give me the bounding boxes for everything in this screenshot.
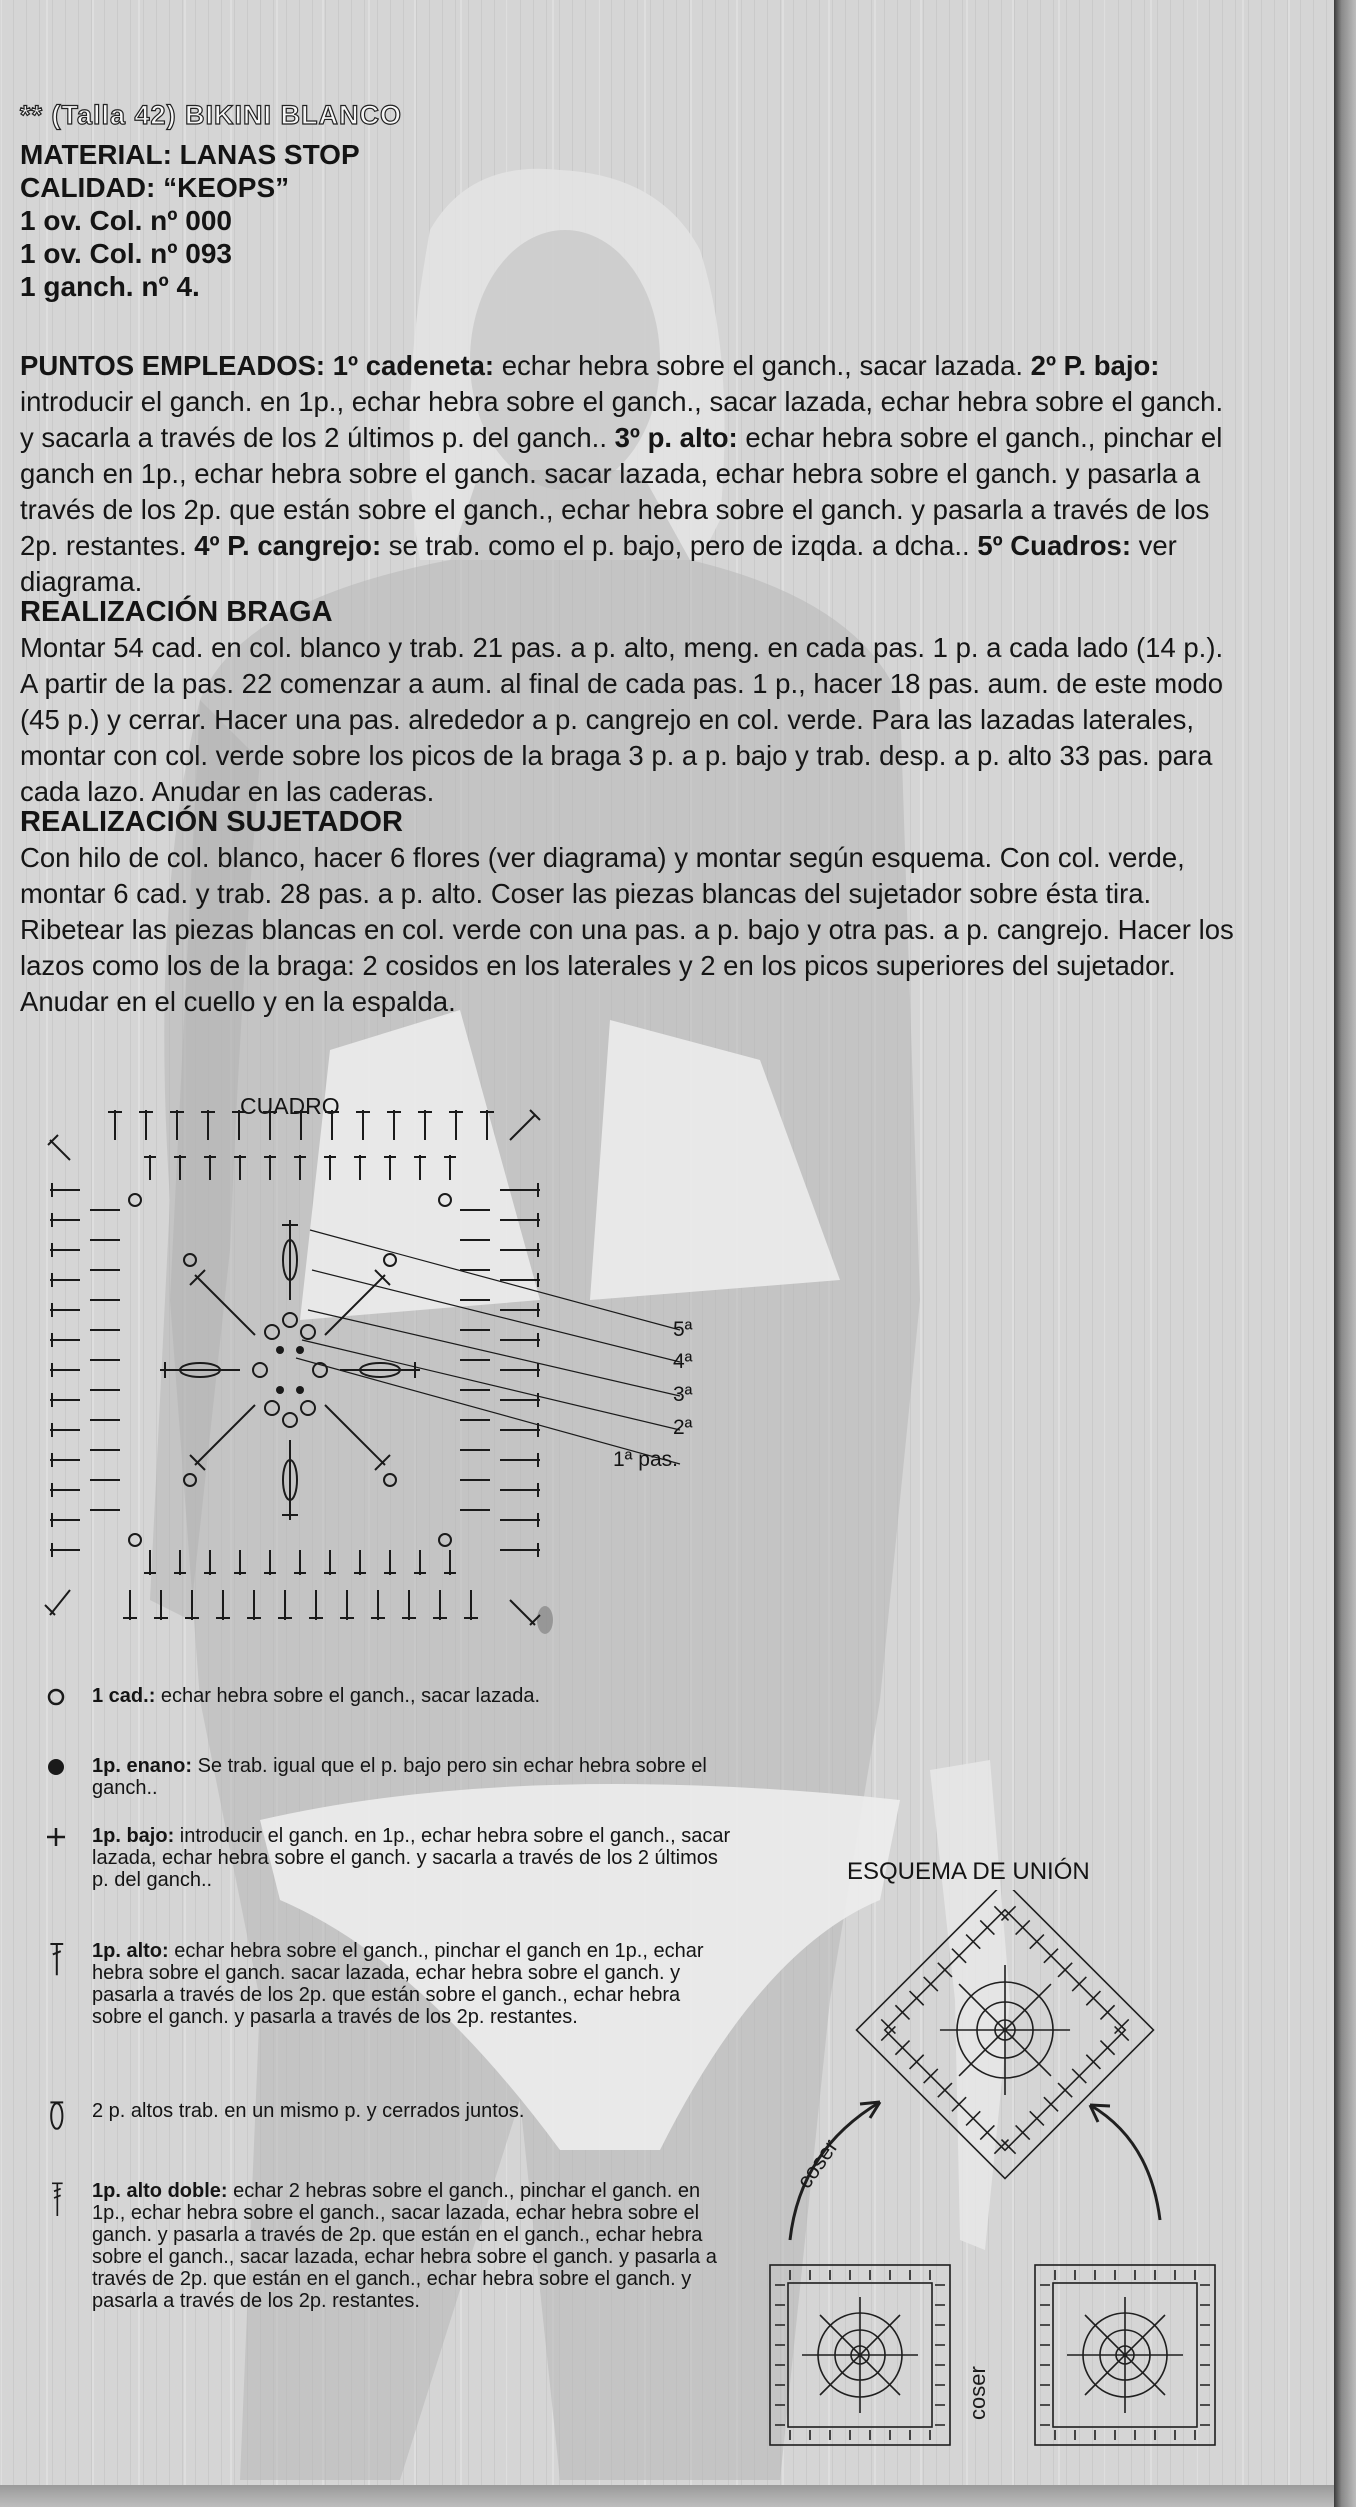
pattern-title: ** (Talla 42) BIKINI BLANCO bbox=[20, 100, 403, 130]
page-binding bbox=[1334, 0, 1356, 2507]
diagram-title: CUADRO bbox=[240, 1093, 340, 1119]
esquema-title: ESQUEMA DE UNIÓN bbox=[847, 1858, 1090, 1885]
coser-label-left: coser bbox=[791, 2134, 843, 2193]
material-line: 1 ganch. nº 4. bbox=[20, 271, 200, 302]
stitch-text: introducir el ganch. en 1p., echar hebra sobre el ganch., sacar lazada, echar hebra sobre el ganch. y sacarla a través de los 2 últimos p. del ganch.. bbox=[20, 386, 1224, 453]
round-label-1: 1ª pas. bbox=[613, 1448, 678, 1471]
stitch-text: ver diagrama. bbox=[20, 530, 1177, 597]
top-row bbox=[108, 1110, 494, 1140]
puntos-paragraph bbox=[20, 348, 1235, 600]
right-column bbox=[500, 1183, 540, 1557]
double-crochet-icon bbox=[40, 1940, 80, 1980]
stitch-name: 2º P. bajo: bbox=[1030, 350, 1160, 381]
stitch-text: echar hebra sobre el ganch., pinchar el ganch en 1p., echar hebra sobre el ganch. sacar lazada, echar hebra sobre el ganch. y pasarla a través de los 2p. que están sobre el ganch., echar hebra sobre el ganch. y pasarla a través de los 2p. restantes. bbox=[20, 422, 1223, 561]
legend-text: introducir el ganch. en 1p., echar hebra sobre el ganch., sacar lazada, echar hebra sobre el ganch. y sacarla a través de los 2 últimos p. del ganch.. bbox=[92, 1825, 731, 1891]
round-label-2: 2ª bbox=[673, 1416, 693, 1439]
round-label-5: 5ª bbox=[673, 1318, 693, 1341]
legend-name: 1p. alto doble: bbox=[92, 2180, 228, 2202]
slip-dot-icon bbox=[40, 1755, 80, 1795]
left-column bbox=[50, 1183, 80, 1557]
legend-name: 1 cad.: bbox=[92, 1685, 156, 1707]
esquema-left-square bbox=[770, 2265, 950, 2445]
legend-name: 1p. bajo: bbox=[92, 1825, 175, 1847]
braga-heading: REALIZACIÓN BRAGA bbox=[20, 596, 333, 628]
esquema-right-square bbox=[1035, 2265, 1215, 2445]
legend-name: 1p. alto: bbox=[92, 1940, 169, 1962]
esquema-top-square bbox=[857, 1890, 1154, 2178]
sujetador-text: Con hilo de col. blanco, hacer 6 flores (ver diagrama) y montar según esquema. Con col. verde, montar 6 cad. y trab. 28 pas. a p. alto. Coser las piezas blancas del sujetador sobre ésta tira. Ribetear las piezas blancas en col. verde con una pas. a p. bajo y otra pas. a p. cangrejo. Hacer los lazos como los de la braga: 2 cosidos en los laterales y 2 en los picos superiores del sujetador. Anudar en el cuello y en la espalda. bbox=[20, 842, 1234, 1017]
chain-circle-icon bbox=[40, 1685, 80, 1725]
sujetador-heading: REALIZACIÓN SUJETADOR bbox=[20, 806, 403, 838]
material-line: CALIDAD: “KEOPS” bbox=[20, 172, 290, 203]
legend-text: echar hebra sobre el ganch., pinchar el ganch en 1p., echar hebra sobre el ganch. sacar lazada, echar hebra sobre el ganch. y pasarla a través de los 2p. que están sobre el ganch., echar hebra sobre el ganch. y pasarla a través de los 2p. restantes. bbox=[92, 1940, 704, 2028]
treble-crochet-icon bbox=[40, 2180, 80, 2220]
legend-text: Se trab. igual que el p. bajo pero sin echar hebra sobre el ganch.. bbox=[92, 1755, 707, 1799]
right-arrow bbox=[1090, 2105, 1160, 2220]
braga-text: Montar 54 cad. en col. blanco y trab. 21 pas. a p. alto, meng. en cada pas. 1 p. a cada lado (14 p.). A partir de la pas. 22 comenzar a aum. al final de cada pas. 1 p., hacer 18 pas. aum. de este modo (45 p.) y cerrar. Hacer una pas. alrededor a p. cangrejo en col. verde. Para las lazadas laterales, montar con col. verde sobre los picos de la braga 3 p. a p. bajo y trab. desp. a p. alto 33 pas. para cada lazo. Anudar en las caderas. bbox=[20, 632, 1224, 807]
sujetador-section bbox=[20, 840, 1235, 1020]
stitch-text: echar hebra sobre el ganch., sacar lazada. bbox=[501, 350, 1024, 381]
puntos-section bbox=[20, 348, 1235, 600]
material-list bbox=[20, 138, 360, 303]
legend-name: 1p. enano: bbox=[92, 1755, 193, 1777]
esquema-diagram bbox=[760, 1890, 1220, 2480]
cuadro-diagram bbox=[40, 1100, 740, 1660]
legend-text: echar hebra sobre el ganch., sacar lazada. bbox=[160, 1685, 541, 1707]
legend-text: 2 p. altos trab. en un mismo p. y cerrados juntos. bbox=[92, 2100, 525, 2122]
round-label-4: 4ª bbox=[673, 1350, 693, 1373]
stitch-name: 1º cadeneta: bbox=[332, 350, 495, 381]
material-line: MATERIAL: LANAS STOP bbox=[20, 139, 360, 170]
braga-section bbox=[20, 630, 1235, 810]
single-cross-icon bbox=[40, 1825, 80, 1865]
coser-label-center: coser bbox=[965, 2366, 990, 2420]
stitch-name: 5º Cuadros: bbox=[977, 530, 1131, 561]
bottom-row bbox=[123, 1590, 478, 1620]
radiating-stitches bbox=[160, 1220, 420, 1520]
cluster-icon bbox=[40, 2100, 80, 2140]
legend-text: echar 2 hebras sobre el ganch., pinchar el ganch. en 1p., echar hebra sobre el ganch., sacar lazada, echar hebra sobre el ganch. y pasarla a través de 2p. que están en el ganch., echar hebra sobre el ganch., sacar lazada, echar hebra sobre el ganch. y pasarla a través de 2p. que están en el ganch., echar hebra sobre el ganch. y pasarla a través de los 2p. restantes. bbox=[92, 2180, 717, 2312]
stitch-name: 4º P. cangrejo: bbox=[194, 530, 382, 561]
stitch-text: se trab. como el p. bajo, pero de izqda. a dcha.. bbox=[388, 530, 970, 561]
stitch-name: 3º p. alto: bbox=[614, 422, 738, 453]
material-line: 1 ov. Col. nº 000 bbox=[20, 205, 232, 236]
round-label-3: 3ª bbox=[673, 1383, 693, 1406]
page-bottom-edge bbox=[0, 2485, 1334, 2507]
material-line: 1 ov. Col. nº 093 bbox=[20, 238, 232, 269]
puntos-heading: PUNTOS EMPLEADOS: bbox=[20, 350, 326, 381]
